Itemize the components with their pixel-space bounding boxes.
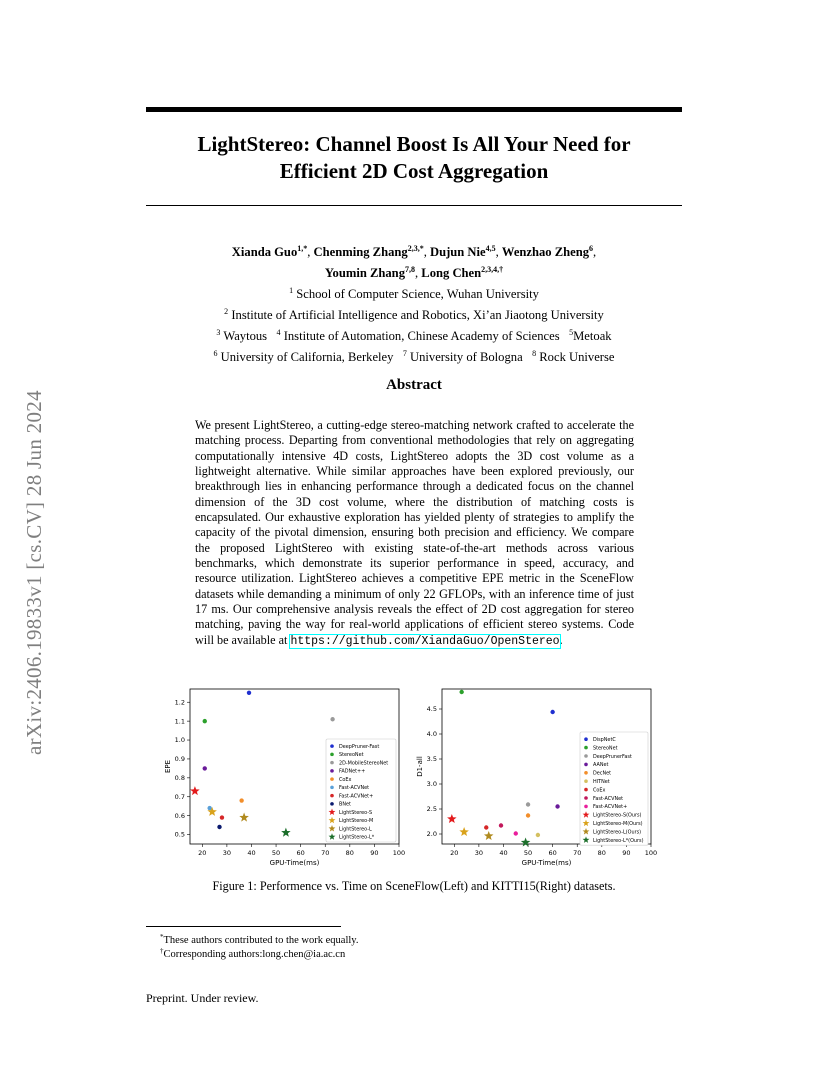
- x-tick-label: 70: [573, 849, 582, 857]
- affiliation-line-2: [146, 303, 682, 324]
- x-tick-label: 60: [296, 849, 305, 857]
- y-axis-label: EPE: [164, 759, 172, 774]
- legend-marker: [330, 769, 334, 773]
- legend-label: HITNet: [593, 779, 610, 785]
- legend-label: DispNetC: [593, 737, 616, 743]
- data-point: [220, 815, 224, 819]
- data-point: [499, 823, 503, 827]
- x-tick-label: 90: [622, 849, 631, 857]
- abstract-body: [195, 418, 634, 649]
- y-tick-label: 2.5: [426, 805, 437, 814]
- abstract-text: We present LightStereo, a cutting-edge stereo-matching network crafted to accelerate the matching process. Departing from conventional methodologies that rely on aggregating computationally intensive 4D costs, LightStereo adopts the 3D cost volume as a lightweight alternative. While similar approaches have been explored previously, our breakthrough lies in enhancing performance through a dedicated focus on the channel dimension of the 3D cost volume, where the distribution of matching costs is encapsulated. Our exhaustive exploration has yielded plenty of strategies to amplify the capacity of the pivotal dimension, ensuring both precision and efficiency. We compare the proposed LightStereo with existing state-of-the-art methods across various benchmarks, which demonstrate its superior performance in speed, accuracy, and resource utilization. LightStereo achieves a competitive EPE metric in the SceneFlow datasets while demanding a minimum of only 22 GFLOPs, with an inference time of just 17 ms. Our comprehensive analysis reveals the effect of 2D cost aggregation for stereo matching, paving the way for real-world applications of efficient stereo systems. Code will be available at: [195, 418, 634, 647]
- data-point: [330, 717, 334, 721]
- x-tick-label: 40: [247, 849, 256, 857]
- data-point: [459, 690, 463, 694]
- legend-marker: [584, 763, 588, 767]
- author-name: Chenming Zhang: [313, 245, 408, 259]
- legend-marker: [584, 805, 588, 809]
- footnote-text: These authors contributed to the work equally.: [163, 935, 359, 946]
- legend-marker: [584, 746, 588, 750]
- y-tick-label: 3.0: [426, 780, 437, 789]
- legend-marker: [330, 761, 334, 765]
- legend-marker: [584, 779, 588, 783]
- legend-marker: [584, 737, 588, 741]
- data-point: [217, 825, 221, 829]
- abstract-end: .: [559, 632, 563, 647]
- data-point-star: [239, 813, 249, 822]
- affiliation: Institute of Artificial Intelligence and Robotics, Xi’an Jiaotong University: [231, 308, 604, 322]
- affil-sup: 8: [532, 349, 537, 358]
- data-point-star: [459, 827, 469, 836]
- y-tick-label: 0.7: [174, 792, 185, 801]
- affiliation-line-3: [146, 324, 682, 345]
- data-point: [203, 719, 207, 723]
- author-line-1: Xianda Guo$^{1,*}$, Chenming Zhang$^{2,3,*}$, Dujun Nie$^{4,5}$, Wenzhao Zheng$^6$,: [231, 244, 597, 259]
- data-point: [526, 802, 530, 806]
- legend-label: Fast-ACVNet+: [339, 793, 374, 800]
- affiliation: University of Bologna: [410, 350, 523, 364]
- legend-label: AANet: [593, 762, 609, 769]
- y-tick-label: 3.5: [426, 755, 437, 764]
- affiliation: Metoak: [573, 329, 612, 343]
- author-block: [146, 240, 682, 366]
- legend-label: CoEx: [339, 776, 352, 783]
- figure-caption: Figure 1: Performence vs. Time on SceneFlow(Left) and KITTI15(Right) datasets.: [212, 879, 616, 893]
- y-tick-label: 1.0: [174, 736, 185, 745]
- data-point: [555, 804, 559, 808]
- y-tick-label: 1.1: [174, 717, 185, 726]
- y-tick-label: 0.8: [174, 774, 185, 783]
- legend-marker: [330, 802, 334, 806]
- title-top-rule: [146, 107, 682, 112]
- y-tick-label: 4.0: [426, 730, 437, 739]
- legend-label: Fast-ACVNet+: [593, 804, 628, 811]
- affil-sup: 5: [569, 328, 574, 337]
- x-tick-label: 20: [450, 849, 459, 857]
- legend-label: LightStereo-L*(Ours): [593, 837, 644, 844]
- legend-label: LightStereo-L(Ours): [593, 829, 642, 836]
- legend-label: LightStereo-S(Ours): [593, 812, 642, 819]
- legend-label: Fast-ACVNet: [339, 785, 370, 792]
- affil-sup: 6: [213, 349, 218, 358]
- legend-label: BNet: [339, 801, 351, 808]
- x-tick-label: 70: [321, 849, 330, 857]
- legend-label: StereoNet: [593, 745, 618, 752]
- x-tick-label: 50: [271, 849, 281, 857]
- y-tick-label: 4.5: [426, 705, 437, 714]
- affil-sup: 4: [276, 328, 281, 337]
- legend-label: StereoNet: [339, 752, 364, 759]
- abstract-heading: Abstract: [386, 377, 442, 393]
- footnote-mark: *: [160, 933, 164, 941]
- footnote-text: Corresponding authors:long.chen@ia.ac.cn: [163, 949, 346, 960]
- legend-marker: [330, 744, 334, 748]
- paper-title: [146, 131, 682, 185]
- x-tick-label: 80: [345, 849, 354, 857]
- data-point: [247, 691, 251, 695]
- y-tick-label: 0.9: [174, 755, 185, 764]
- y-axis-label: D1-all: [416, 756, 424, 777]
- x-tick-label: 20: [198, 849, 207, 857]
- affiliation-line-1: [146, 282, 682, 303]
- author-affil-sup: 2,3,4,†: [481, 265, 504, 274]
- author-affil-sup: 2,3,*: [407, 244, 424, 253]
- legend-label: LightStereo-L: [339, 826, 372, 833]
- legend-label: DecNet: [593, 770, 612, 777]
- legend-marker: [330, 777, 334, 781]
- code-link[interactable]: https://github.com/XiandaGuo/OpenStereo: [290, 634, 560, 648]
- footnote-rule: [146, 926, 341, 927]
- legend-marker: [584, 788, 588, 792]
- data-point: [239, 798, 243, 802]
- x-tick-label: 30: [222, 849, 232, 857]
- affiliation: Rock Universe: [539, 350, 615, 364]
- legend-label: DeepPruner-Fast: [339, 743, 380, 750]
- legend-label: LightStereo-S: [339, 809, 373, 816]
- footnote-corresponding: [160, 944, 345, 962]
- data-point: [536, 833, 540, 837]
- sceneflow-epe-chart: [160, 684, 405, 866]
- footnote-mark: †: [160, 947, 164, 955]
- data-point: [203, 766, 207, 770]
- author-name: Xianda Guo: [231, 245, 298, 259]
- author-affil-sup: 4,5: [485, 244, 496, 253]
- legend-marker: [584, 796, 588, 800]
- data-point: [526, 813, 530, 817]
- x-axis-label: GPU-Time(ms): [269, 859, 320, 866]
- legend-label: LightStereo-M(Ours): [593, 821, 643, 827]
- data-point-star: [484, 831, 494, 840]
- legend-marker: [330, 753, 334, 757]
- x-tick-label: 60: [548, 849, 557, 857]
- affiliation: School of Computer Science, Wuhan University: [296, 287, 539, 301]
- author-name: Dujun Nie: [429, 245, 486, 259]
- legend-marker: [584, 771, 588, 775]
- affiliation-line-4: [146, 345, 682, 366]
- x-tick-label: 80: [597, 849, 606, 857]
- affil-sup: 7: [402, 349, 407, 358]
- title-bottom-rule: [146, 205, 682, 206]
- y-tick-label: 0.5: [174, 830, 185, 839]
- preprint-notice: Preprint. Under review.: [146, 991, 259, 1005]
- affiliation: Institute of Automation, Chinese Academy of Sciences: [283, 329, 560, 343]
- author-line-2: Youmin Zhang$^{7,8}$, Long Chen$^{2,3,4,\dagger}$: [324, 265, 504, 280]
- x-tick-label: 50: [523, 849, 533, 857]
- legend-label: LightStereo-L*: [339, 834, 375, 841]
- legend-label: Fast-ACVNet: [593, 795, 624, 802]
- author-name: Long Chen: [421, 266, 482, 280]
- data-point: [514, 831, 518, 835]
- y-tick-label: 0.6: [174, 811, 185, 820]
- x-tick-label: 40: [499, 849, 508, 857]
- affil-sup: 3: [216, 328, 221, 337]
- data-point-star: [447, 814, 457, 823]
- title-line: Efficient 2D Cost Aggregation: [279, 159, 549, 183]
- legend-marker: [330, 794, 334, 798]
- legend-label: FADNet++: [339, 768, 366, 775]
- y-tick-label: 1.2: [174, 698, 185, 707]
- kitti15-d1-chart: [412, 684, 662, 866]
- author-affil-sup: 7,8: [405, 265, 415, 274]
- legend-label: DeepPrunerFast: [593, 753, 632, 760]
- x-tick-label: 30: [474, 849, 484, 857]
- title-line: LightStereo: Channel Boost Is All Your Need for: [197, 132, 631, 156]
- author-name: Youmin Zhang: [324, 266, 405, 280]
- data-point-star: [190, 786, 200, 795]
- x-tick-label: 90: [370, 849, 379, 857]
- author-name: Wenzhao Zheng: [501, 245, 590, 259]
- legend-label: LightStereo-M: [339, 818, 374, 825]
- affil-sup: 2: [224, 307, 229, 316]
- x-tick-label: 100: [644, 849, 658, 857]
- x-axis-label: GPU-Time(ms): [521, 859, 572, 866]
- affil-sup: 1: [289, 286, 294, 295]
- data-point-star: [281, 828, 291, 837]
- legend-marker: [584, 754, 588, 758]
- legend-label: 2D-MobileStereoNet: [339, 760, 389, 767]
- affiliation: Waytous: [223, 329, 268, 343]
- legend-marker: [330, 786, 334, 790]
- affiliation: University of California, Berkeley: [220, 350, 394, 364]
- arxiv-identifier: arXiv:2406.19833v1 [cs.CV] 28 Jun 2024: [22, 390, 46, 755]
- author-affil-sup: 1,*: [297, 244, 308, 253]
- y-tick-label: 2.0: [426, 830, 437, 839]
- data-point-star: [521, 838, 531, 847]
- data-point: [550, 710, 554, 714]
- data-point: [484, 825, 488, 829]
- author-affil-sup: 6: [589, 244, 594, 253]
- legend-label: CoEx: [593, 787, 606, 794]
- x-tick-label: 100: [392, 849, 405, 857]
